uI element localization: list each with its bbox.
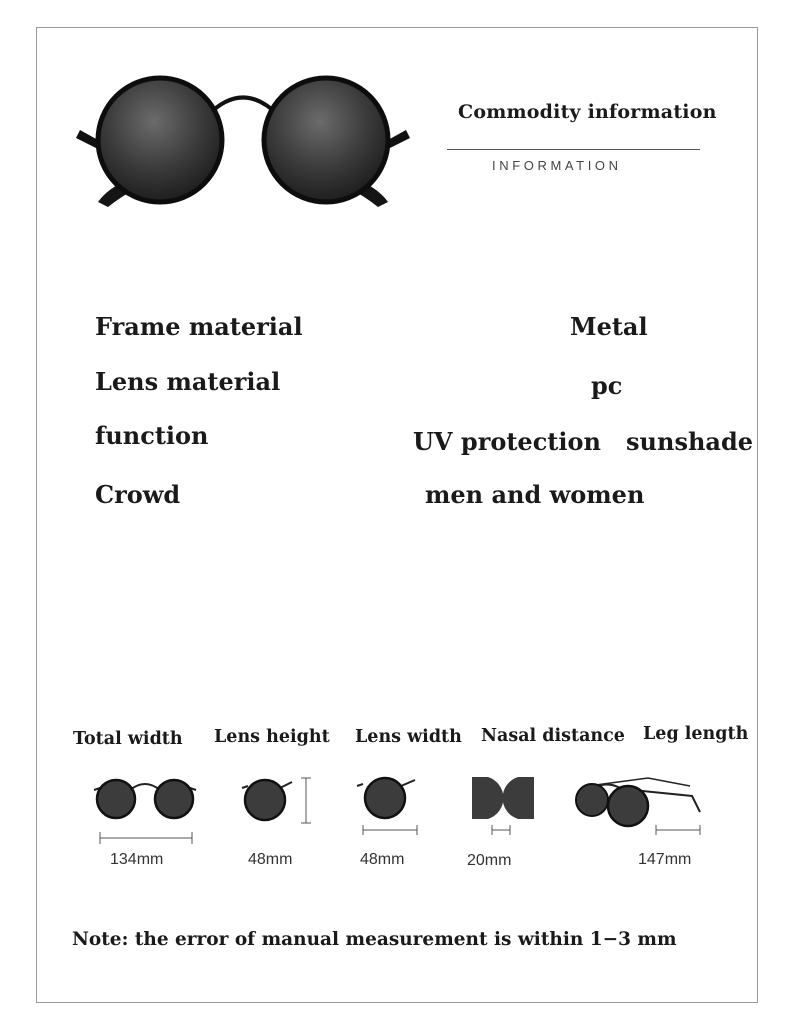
- dim-value-lens-height: 48mm: [248, 851, 293, 868]
- dim-value-nasal-distance: 20mm: [467, 852, 512, 869]
- information-subtitle: INFORMATION: [492, 158, 622, 173]
- spec-value-crowd: men and women: [425, 480, 645, 509]
- dim-label-lens-width: Lens width: [355, 727, 462, 747]
- dim-value-leg-length: 147mm: [638, 851, 692, 868]
- nasal-distance-icon: [470, 775, 540, 840]
- dim-value-lens-width: 48mm: [360, 851, 405, 868]
- spec-label-frame-material: Frame material: [95, 312, 303, 341]
- title-divider: [447, 149, 700, 150]
- spec-value-function: UV protection sunshade: [413, 427, 754, 456]
- lens-height-icon: [240, 770, 320, 830]
- sunglasses-product-image: [68, 70, 418, 220]
- commodity-info-title: Commodity information: [458, 101, 717, 123]
- lens-width-icon: [355, 770, 425, 840]
- leg-length-icon: [570, 772, 710, 842]
- spec-label-crowd: Crowd: [95, 480, 181, 509]
- spec-value-lens-material: pc: [591, 371, 623, 400]
- spec-value-frame-material: Metal: [570, 312, 648, 341]
- dim-value-total-width: 134mm: [110, 851, 164, 868]
- spec-label-lens-material: Lens material: [95, 367, 281, 396]
- dim-label-total-width: Total width: [73, 729, 183, 749]
- glasses-front-icon: [90, 770, 200, 850]
- measurement-note: Note: the error of manual measurement is within 1−3 mm: [72, 929, 677, 950]
- dim-label-leg-length: Leg length: [643, 724, 749, 744]
- spec-label-function: function: [95, 421, 209, 450]
- dim-label-nasal-distance: Nasal distance: [481, 726, 625, 746]
- dim-label-lens-height: Lens height: [214, 727, 330, 747]
